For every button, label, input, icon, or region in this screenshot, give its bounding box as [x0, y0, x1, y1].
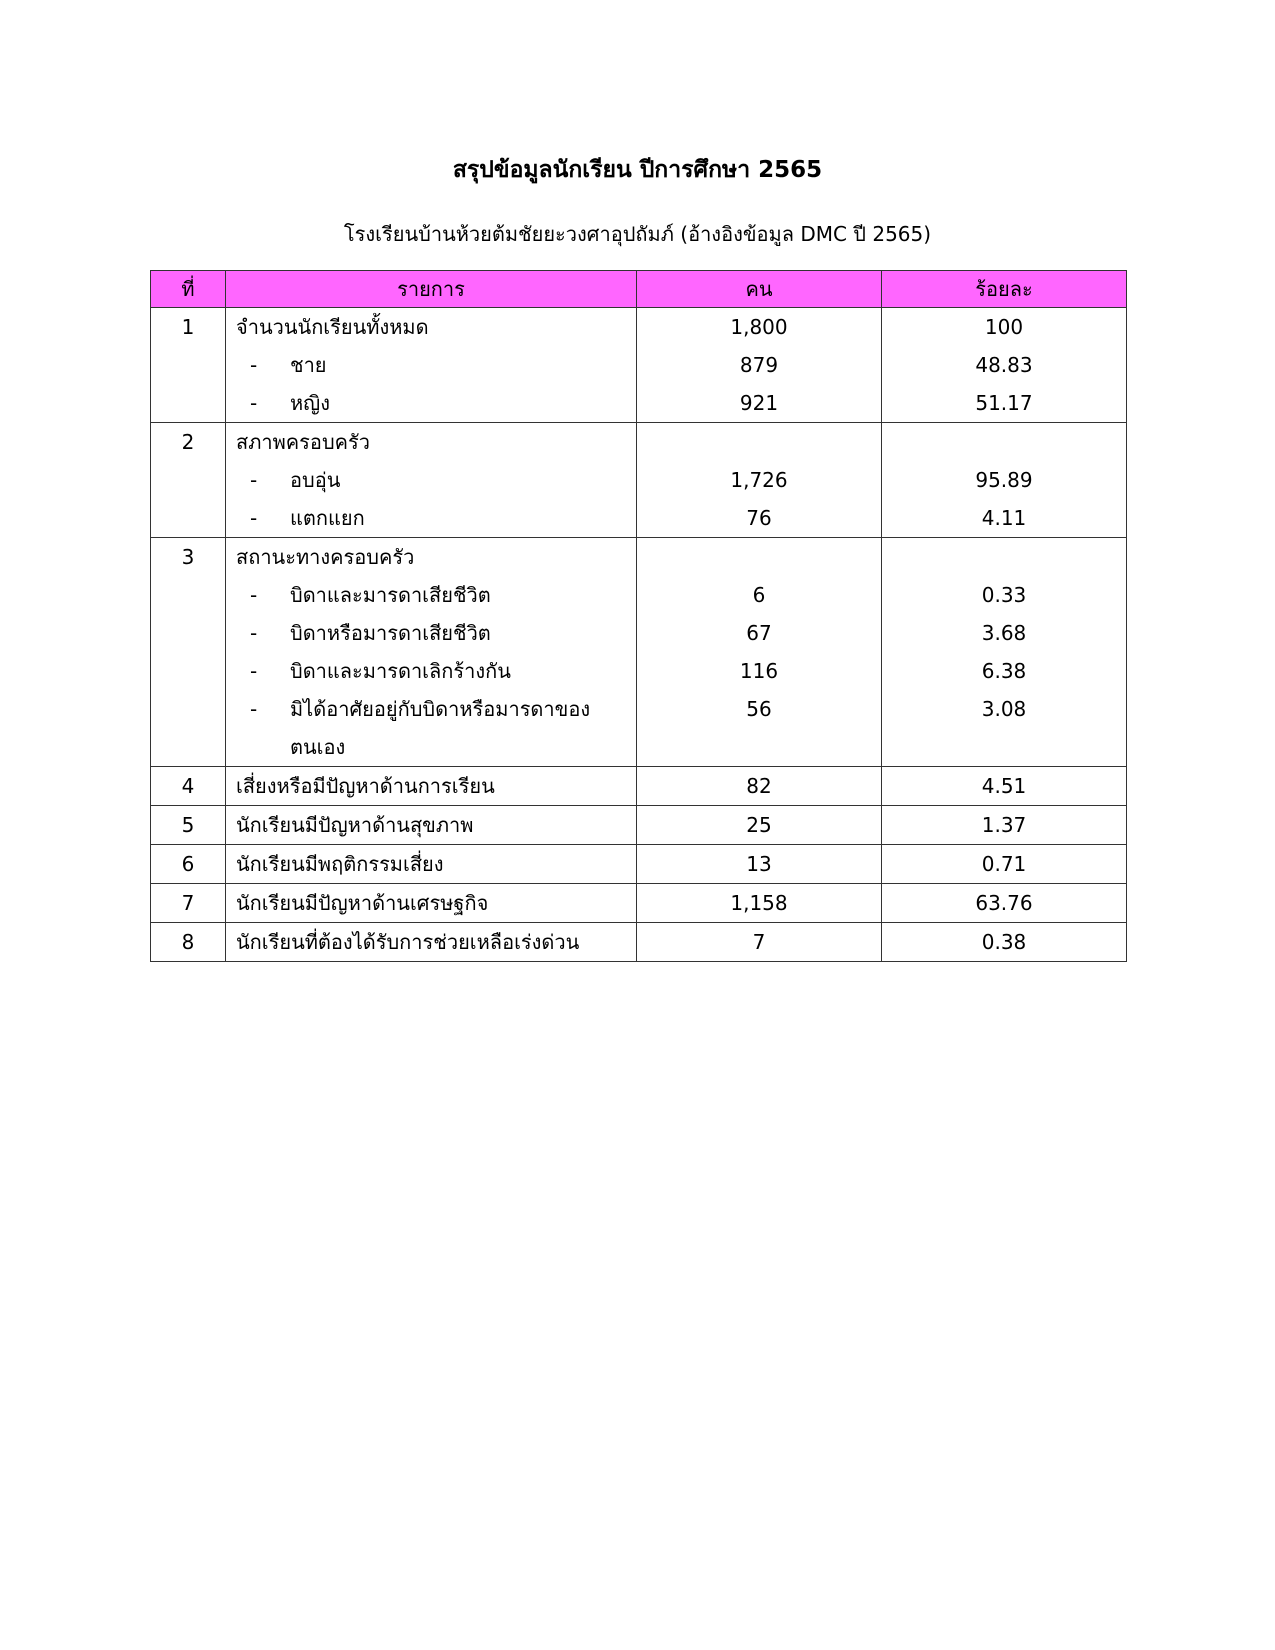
cell-no [151, 884, 226, 923]
row-percent [882, 423, 1126, 461]
cell-count [637, 767, 882, 806]
row-count [637, 538, 881, 576]
student-summary-table [150, 270, 1127, 962]
table-header-row [151, 271, 1127, 308]
header-percent: ร้อยละ [882, 271, 1127, 308]
cell-percent [882, 538, 1127, 767]
subitem-label: แตกแยก [290, 506, 365, 530]
row-number: 7 [181, 891, 195, 915]
row-percent: 0.71 [981, 852, 1027, 876]
subitem-count: 116 [739, 659, 779, 683]
row-label: นักเรียนมีปัญหาด้านเศรษฐกิจ [236, 891, 489, 915]
row-number: 1 [181, 315, 195, 339]
cell-no [151, 845, 226, 884]
header-no: ที่ [151, 271, 226, 308]
subitem-count: 1,726 [730, 468, 788, 492]
cell-percent [882, 923, 1127, 962]
row-number: 2 [181, 430, 195, 454]
row-count: 25 [746, 813, 772, 837]
row-percent: 0.38 [981, 930, 1027, 954]
row-percent [882, 538, 1126, 576]
subitem-line [226, 346, 636, 384]
cell-no [151, 423, 226, 538]
cell-count [637, 845, 882, 884]
subitem-label: หญิง [290, 391, 330, 415]
row-number: 8 [181, 930, 195, 954]
cell-item [226, 923, 637, 962]
table-row [151, 923, 1127, 962]
table-row [151, 538, 1127, 767]
row-label: นักเรียนที่ต้องได้รับการช่วยเหลือเร่งด่วน [236, 930, 580, 954]
subitem-count: 76 [746, 506, 772, 530]
row-label: นักเรียนมีปัญหาด้านสุขภาพ [236, 813, 474, 837]
subitem-percent: 51.17 [975, 391, 1033, 415]
subitem-label: ชาย [290, 353, 327, 377]
subitem-label: บิดาหรือมารดาเสียชีวิต [290, 621, 491, 645]
subitem-percent: 48.83 [975, 353, 1033, 377]
subitem-percent: 0.33 [981, 583, 1027, 607]
cell-count [637, 884, 882, 923]
subitem-count: 6 [752, 583, 766, 607]
row-number: 3 [181, 545, 195, 569]
subitem-label: บิดาและมารดาเสียชีวิต [290, 583, 491, 607]
subitem-line [226, 384, 636, 422]
subitem-line [226, 690, 636, 728]
row-count [637, 423, 881, 461]
header-count: คน [637, 271, 882, 308]
spacer [637, 728, 881, 766]
subitem-label: บิดาและมารดาเลิกร้างกัน [290, 659, 511, 683]
cell-percent [882, 423, 1127, 538]
cell-count [637, 423, 882, 538]
subitem-line [226, 499, 636, 537]
subitem-label: มิได้อาศัยอยู่กับบิดาหรือมารดาของ [290, 697, 591, 721]
row-percent: 4.51 [981, 774, 1027, 798]
subitem-label: อบอุ่น [290, 468, 341, 492]
subitem-dash: - [250, 468, 258, 492]
row-percent: 1.37 [981, 813, 1027, 837]
cell-count [637, 923, 882, 962]
document-subtitle: โรงเรียนบ้านห้วยต้มชัยยะวงศาอุปถัมภ์ (อ้างอิงข้อมูล DMC ปี 2565) [343, 222, 932, 246]
cell-no [151, 923, 226, 962]
row-number: 4 [181, 774, 195, 798]
subitem-count: 879 [739, 353, 779, 377]
cell-count [637, 806, 882, 845]
subitem-count: 67 [746, 621, 772, 645]
cell-count [637, 538, 882, 767]
header-item: รายการ [226, 271, 637, 308]
subitem-dash: - [250, 659, 258, 683]
subitem-line [226, 614, 636, 652]
table-body [151, 308, 1127, 962]
row-count: 82 [746, 774, 772, 798]
row-label: จำนวนนักเรียนทั้งหมด [236, 315, 429, 339]
table-row [151, 806, 1127, 845]
cell-item [226, 806, 637, 845]
cell-item [226, 538, 637, 767]
table-row [151, 423, 1127, 538]
row-count: 7 [752, 930, 766, 954]
subitem-line [226, 461, 636, 499]
subitem-percent: 3.08 [981, 697, 1027, 721]
cell-percent [882, 308, 1127, 423]
cell-no [151, 767, 226, 806]
subitem-line [226, 576, 636, 614]
subitem-count: 921 [739, 391, 779, 415]
cell-no [151, 806, 226, 845]
subitem-dash: - [250, 583, 258, 607]
table-row [151, 845, 1127, 884]
subitem-label-continued: ตนเอง [290, 735, 346, 759]
cell-percent [882, 845, 1127, 884]
row-number: 6 [181, 852, 195, 876]
row-count: 1,158 [730, 891, 788, 915]
row-label: สภาพครอบครัว [236, 430, 370, 454]
row-count: 13 [746, 852, 772, 876]
row-label: เสี่ยงหรือมีปัญหาด้านการเรียน [236, 774, 495, 798]
subitem-percent: 4.11 [981, 506, 1027, 530]
cell-no [151, 308, 226, 423]
subitem-dash: - [250, 353, 258, 377]
cell-item [226, 767, 637, 806]
subitem-dash: - [250, 621, 258, 645]
cell-percent [882, 884, 1127, 923]
subitem-percent: 6.38 [981, 659, 1027, 683]
table-row [151, 767, 1127, 806]
cell-item [226, 423, 637, 538]
row-number: 5 [181, 813, 195, 837]
cell-percent [882, 806, 1127, 845]
subitem-percent: 95.89 [975, 468, 1033, 492]
cell-no [151, 538, 226, 767]
table-row [151, 308, 1127, 423]
cell-count [637, 308, 882, 423]
subitem-dash: - [250, 506, 258, 530]
document-title: สรุปข้อมูลนักเรียน ปีการศึกษา 2565 [452, 157, 823, 183]
row-percent: 100 [984, 315, 1024, 339]
row-percent: 63.76 [975, 891, 1033, 915]
subitem-percent: 3.68 [981, 621, 1027, 645]
cell-item [226, 308, 637, 423]
row-label: สถานะทางครอบครัว [236, 545, 415, 569]
row-label: นักเรียนมีพฤติกรรมเสี่ยง [236, 852, 444, 876]
cell-percent [882, 767, 1127, 806]
subitem-line [226, 652, 636, 690]
cell-item [226, 845, 637, 884]
row-count: 1,800 [730, 315, 788, 339]
subitem-count: 56 [746, 697, 772, 721]
subitem-dash: - [250, 391, 258, 415]
spacer [882, 728, 1126, 766]
subitem-dash: - [250, 697, 258, 721]
cell-item [226, 884, 637, 923]
table-row [151, 884, 1127, 923]
